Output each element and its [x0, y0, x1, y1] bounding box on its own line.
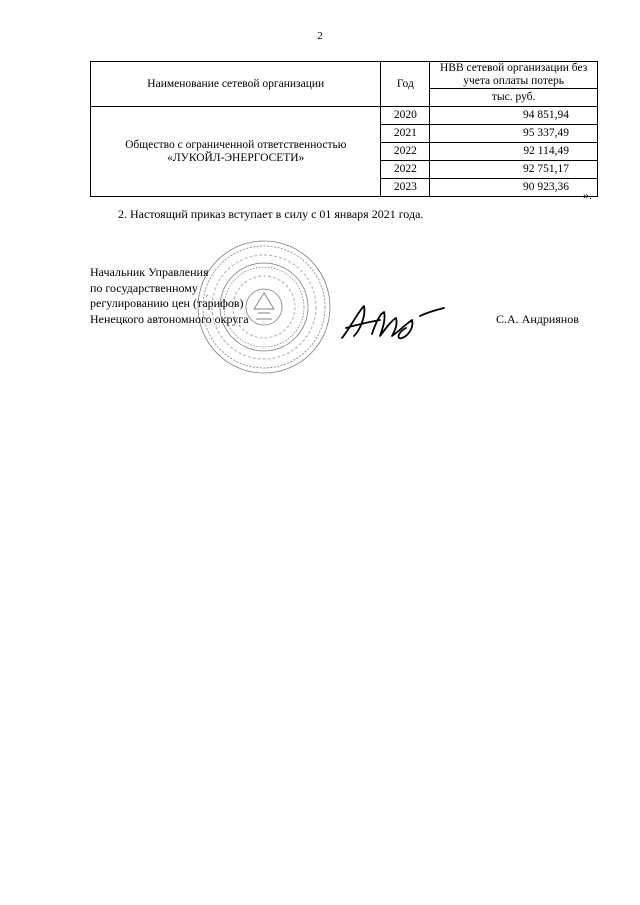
header-organization: Наименование сетевой организации — [91, 62, 381, 107]
year-cell: 2022 — [381, 143, 430, 161]
organization-cell — [91, 107, 381, 197]
page-number: 2 — [317, 30, 323, 42]
value-cell: 94 851,94 — [430, 107, 598, 125]
value-cell: 92 751,17 — [430, 161, 598, 179]
signer-position-line3: регулированию цен (тарифов) — [90, 296, 244, 310]
header-nvv: НВВ сетевой организации без учета оплаты потерь — [430, 62, 598, 89]
handwritten-signature-icon — [336, 298, 446, 346]
signer-position-line2: по государственному — [90, 280, 198, 295]
value-cell: 95 337,49 — [430, 125, 598, 143]
organization-line2: «ЛУКОЙЛ-ЭНЕРГОСЕТИ» — [167, 151, 305, 164]
signer-position-line1: Начальник Управления — [90, 265, 209, 279]
year-cell: 2020 — [381, 107, 430, 125]
closing-quote: ». — [583, 188, 592, 202]
value-cell: 90 923,36 — [430, 179, 598, 197]
nvv-table — [90, 61, 598, 197]
year-cell: 2021 — [381, 125, 430, 143]
year-cell: 2022 — [381, 161, 430, 179]
organization-line1: Общество с ограниченной ответственностью — [125, 138, 347, 151]
signature-block — [90, 265, 249, 327]
value-cell: 92 114,49 — [430, 143, 598, 161]
header-unit: тыс. руб. — [430, 89, 598, 107]
signer-position-line4: Ненецкого автономного округа — [90, 311, 249, 326]
clause-2: 2. Настоящий приказ вступает в силу с 01 января 2021 года. — [118, 207, 424, 221]
header-year: Год — [381, 62, 430, 107]
table-row — [91, 107, 598, 125]
table-header-row — [91, 62, 598, 89]
signer-name: С.А. Андриянов — [496, 312, 579, 326]
year-cell: 2023 — [381, 179, 430, 197]
